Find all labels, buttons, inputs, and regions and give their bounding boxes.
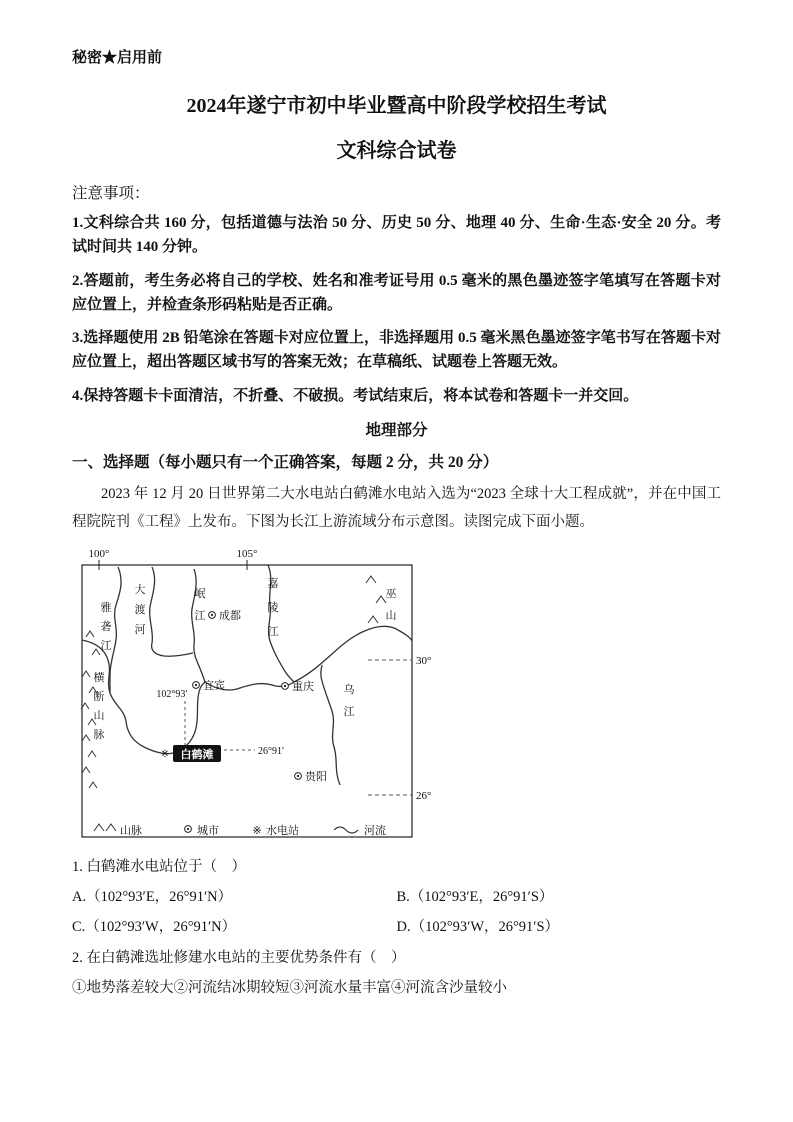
river-wu <box>321 665 340 785</box>
city-label: 贵阳 <box>305 770 327 783</box>
part-title-geography: 地理部分 <box>365 422 428 440</box>
river-min <box>192 569 205 682</box>
question-2-choices: ①地势落差较大②河流结冰期较短③河流水量丰富④河流含沙量较小 <box>72 979 507 996</box>
question-1-stem: 1. 白鹤滩水电站位于（ ） <box>72 858 246 875</box>
longitude-ticks <box>89 548 258 570</box>
mountain-label-hengduan: 横断山脉 <box>93 671 105 741</box>
station-label: 白鹤滩 <box>180 748 214 761</box>
legend-mountain-icon <box>94 824 116 831</box>
mountain-symbols-wushan <box>366 576 386 623</box>
legend-river-icon <box>334 827 358 833</box>
river-label-wu: 乌江 <box>343 683 355 718</box>
secrecy-label: 秘密★启用前 <box>72 50 163 66</box>
river-label-min: 岷江 <box>194 587 206 622</box>
notice-item: 4.保持答题卡卡面清洁，不折叠、不破损。考试结束后，将本试卷和答题卡一并交回。 <box>72 387 639 404</box>
option-b: B.（102°93′E，26°91′S） <box>396 888 554 905</box>
coord-lat-label: 26°91′ <box>258 745 285 757</box>
river-label-dadu: 大渡河 <box>134 583 146 636</box>
mountain-label-wushan: 巫山 <box>385 587 397 622</box>
city-symbol-dot <box>195 684 197 686</box>
legend-city-label: 城市 <box>197 824 219 837</box>
paper-title: 文科综合试卷 <box>336 140 457 162</box>
legend-city-icon-dot <box>187 828 189 830</box>
legend-station-icon: ※ <box>252 824 262 837</box>
notice-item: 1.文科综合共 160 分，包括道德与法治 50 分、历史 50 分、地理 40 分、生命·生态·安全 20 分。考试时间共 140 分钟。 <box>72 215 721 256</box>
yangtze-upper-reaches-map <box>72 545 721 845</box>
city-label: 宜宾 <box>203 679 225 692</box>
city-guiyang <box>295 769 327 783</box>
map-svg <box>72 545 474 845</box>
question-intro-paragraph: 2023 年 12 月 20 日世界第二大水电站白鹤滩水电站入选为“2023 全球十大工程成就”，并在中国工程院院刊《工程》上发布。下图为长江上游流域分布示意图。读图完成下面小题。 <box>72 486 721 531</box>
lon-tick-label: 100° <box>88 547 110 560</box>
question-1-options-row-1 <box>72 885 721 906</box>
notice-item: 3.选择题使用 2B 铅笔涂在答题卡对应位置上，非选择题用 0.5 毫米黑色墨迹签字笔书写在答题卡对应位置上，超出答题区域书写的答案无效；在草稿纸、试题卷上答题无效。 <box>72 330 721 371</box>
lat-tick-label: 26° <box>416 789 432 802</box>
river-label-jialing: 嘉陵江 <box>267 577 279 638</box>
question-2-stem: 2. 在白鹤滩选址修建水电站的主要优势条件有（ ） <box>72 949 406 966</box>
river-dadu <box>150 567 193 656</box>
option-c: C.（102°93′W，26°91′N） <box>72 918 237 935</box>
coord-lon-label: 102°93′ <box>156 688 188 700</box>
option-d: D.（102°93′W，26°91′S） <box>396 918 560 935</box>
notice-item: 2.答题前，考生务必将自己的学校、姓名和准考证号用 0.5 毫米的黑色墨迹签字笔填写在答题卡对应位置上，并检查条形码粘贴是否正确。 <box>72 272 721 313</box>
map-legend <box>94 823 386 837</box>
lon-tick-label: 105° <box>236 547 258 560</box>
city-chongqing <box>282 679 314 693</box>
legend-station-label: 水电站 <box>266 824 299 837</box>
city-symbol-dot <box>284 685 286 687</box>
latitude-ticks <box>368 655 431 802</box>
exam-title: 2024年遂宁市初中毕业暨高中阶段学校招生考试 <box>186 95 607 117</box>
city-label: 重庆 <box>292 680 314 693</box>
city-symbol-dot <box>211 614 213 616</box>
notice-heading: 注意事项： <box>72 185 150 202</box>
city-chengdu <box>209 608 241 622</box>
city-label: 成都 <box>219 609 241 622</box>
map-border <box>82 565 412 837</box>
lat-tick-label: 30° <box>416 654 432 667</box>
river-yalong <box>110 567 121 693</box>
question-1-options-row-2 <box>72 915 721 936</box>
city-yibin <box>193 678 225 692</box>
hydropower-station-icon: ※ <box>160 748 170 760</box>
city-symbol-dot <box>297 775 299 777</box>
section-heading-choice-questions: 一、选择题（每小题只有一个正确答案，每题 2 分，共 20 分） <box>72 454 499 472</box>
option-a: A.（102°93′E，26°91′N） <box>72 888 233 905</box>
legend-river-label: 河流 <box>364 824 386 837</box>
legend-mountain-label: 山脉 <box>120 824 142 837</box>
river-lines <box>82 565 412 785</box>
river-label-yalong: 雅砻江 <box>100 601 112 652</box>
